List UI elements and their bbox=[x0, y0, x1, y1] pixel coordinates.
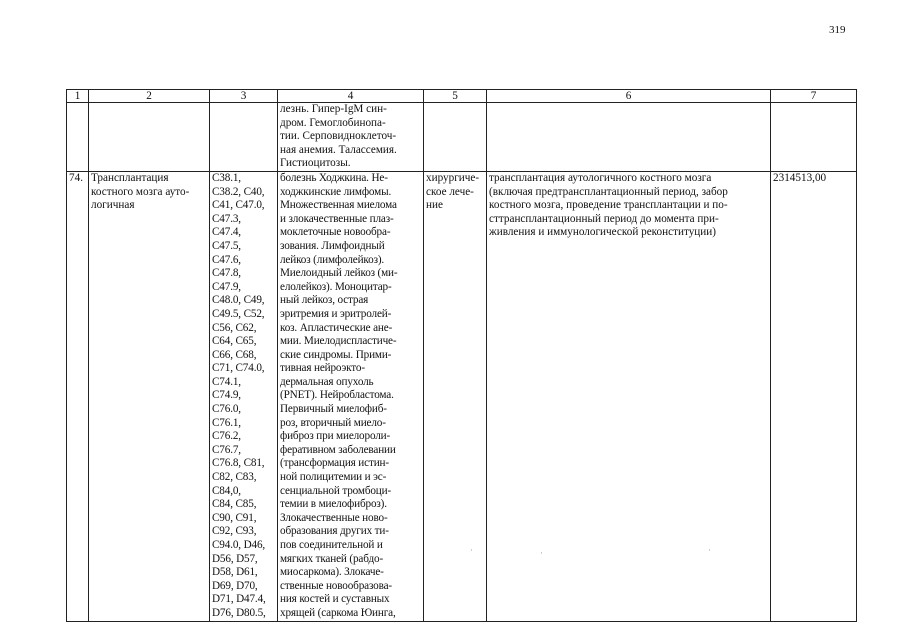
cont-cell-1 bbox=[67, 103, 89, 172]
diagnosis-line: Миелоидный лейкоз (ми- bbox=[280, 267, 398, 280]
diagnosis-line: сенциальной тромбоци- bbox=[280, 484, 392, 497]
cont-cell-7 bbox=[771, 103, 857, 172]
diagnosis-line: мягких тканей (рабдо- bbox=[280, 552, 384, 565]
cont-cell-5 bbox=[424, 103, 487, 172]
price-cell: 2314513,00 bbox=[771, 171, 857, 621]
scan-speck: · bbox=[540, 548, 543, 558]
icd-code-line: C47.6, bbox=[212, 253, 241, 266]
diagnosis-line: (PNET). Нейробластома. bbox=[280, 389, 394, 402]
diagnosis-line: миосаркома). Злокаче- bbox=[280, 566, 384, 579]
icd-code-line: D76, D80.5, bbox=[212, 606, 266, 619]
diagnosis-line: болезнь Ходжкина. Не- bbox=[280, 171, 388, 184]
treatment-method-line: сттрансплантационный период до момента при- bbox=[489, 212, 719, 225]
diagnosis-line: темии в миелофиброз). bbox=[280, 498, 387, 511]
diagnosis-line: ские синдромы. Прими- bbox=[280, 348, 392, 361]
column-number-row bbox=[67, 90, 857, 103]
table-row-74 bbox=[67, 171, 857, 621]
treatment-method-cell bbox=[487, 171, 771, 621]
diagnosis-line: и злокачественные плаз- bbox=[280, 212, 394, 225]
diagnosis-line: Злокачественные ново- bbox=[280, 511, 388, 524]
icd-code-line: C76.2, bbox=[212, 430, 241, 443]
icd-code-line: C64, C65, bbox=[212, 335, 257, 348]
diagnosis-line: тии. Серповидноклеточ- bbox=[280, 130, 397, 143]
icd-code-line: C38.2, C40, bbox=[212, 185, 265, 198]
icd-code-line: C74.1, bbox=[212, 375, 241, 388]
icd-code-line: C56, C62, bbox=[212, 321, 257, 334]
diagnosis-line: моклеточные новообра- bbox=[280, 226, 391, 239]
icd-code-line: C76.7, bbox=[212, 443, 241, 456]
treatment-method-line: (включая предтрансплантационный период, забор bbox=[489, 185, 728, 198]
icd-code-line: C47.5, bbox=[212, 239, 241, 252]
icd-code-line: D69, D70, bbox=[212, 579, 258, 592]
diagnosis-line: Множественная миелома bbox=[280, 199, 397, 212]
icd-code-line: C47.8, bbox=[212, 267, 241, 280]
diagnosis-line: дром. Гемоглобинопа- bbox=[280, 116, 386, 129]
icd-code-line: C94.0, D46, bbox=[212, 539, 266, 551]
service-name-cell bbox=[89, 171, 210, 621]
icd-code-line: C76.8, C81, bbox=[212, 457, 265, 470]
treatment-type-line: хирургиче- bbox=[426, 171, 480, 184]
diagnosis-line: хрящей (саркома Юинга, bbox=[280, 606, 396, 619]
icd-code-line: C66, C68, bbox=[212, 348, 257, 361]
diagnosis-line: зования. Лимфоидный bbox=[280, 239, 385, 252]
cont-cell-6 bbox=[487, 103, 771, 172]
icd-codes-cell bbox=[210, 171, 278, 621]
cont-cell-2 bbox=[89, 103, 210, 172]
icd-code-line: C92, C93, bbox=[212, 525, 257, 538]
diagnosis-line: мии. Миелодиспластиче- bbox=[280, 335, 397, 348]
icd-code-line: C82, C83, bbox=[212, 471, 257, 484]
diagnosis-line: ственные новообразова- bbox=[280, 579, 392, 592]
icd-code-line: D71, D47.4, bbox=[212, 593, 266, 606]
diagnosis-line: ния костей и суставных bbox=[280, 593, 390, 606]
column-header-5: 5 bbox=[424, 90, 487, 103]
diagnosis-line: образования других ти- bbox=[280, 525, 389, 538]
page-number: 319 bbox=[829, 24, 846, 36]
diagnosis-line: ходжкинские лимфомы. bbox=[280, 185, 392, 198]
icd-code-line: C48.0, C49, bbox=[212, 294, 265, 307]
diagnosis-line: елолейкоз). Моноцитар- bbox=[280, 280, 392, 293]
icd-code-line: C84, C85, bbox=[212, 498, 257, 511]
treatment-method-line: трансплантация аутологичного костного мозга bbox=[489, 171, 712, 184]
column-header-4: 4 bbox=[278, 90, 424, 103]
icd-code-line: C76.0, bbox=[212, 403, 241, 416]
treatment-method-line: живления и иммунологической реконституции) bbox=[489, 226, 716, 239]
diagnosis-line: ный лейкоз, острая bbox=[280, 294, 369, 307]
treatment-type-line: ское лече- bbox=[426, 185, 474, 198]
service-name-line: костного мозга ауто- bbox=[91, 185, 190, 198]
column-header-6: 6 bbox=[487, 90, 771, 103]
icd-code-line: C47.3, bbox=[212, 212, 241, 225]
scan-speck: · bbox=[470, 545, 473, 555]
diagnosis-cell bbox=[278, 171, 424, 621]
icd-code-line: C84,0, bbox=[212, 484, 241, 497]
icd-code-line: C41, C47.0, bbox=[212, 199, 265, 212]
column-header-7: 7 bbox=[771, 90, 857, 103]
icd-code-line: C38.1, bbox=[212, 171, 241, 184]
treatment-type-cell bbox=[424, 171, 487, 621]
treatment-method-line: костного мозга, проведение трансплантации и по- bbox=[489, 199, 728, 212]
diagnosis-line: коз. Апластические ане- bbox=[280, 321, 393, 334]
icd-code-line: C47.4, bbox=[212, 226, 241, 239]
diagnosis-line: эритремия и эритролей- bbox=[280, 307, 392, 320]
diagnosis-line: лейкоз (лимфолейкоз). bbox=[280, 253, 385, 266]
icd-code-line: C49.5, C52, bbox=[212, 307, 265, 320]
icd-code-line: D58, D61, bbox=[212, 566, 258, 579]
scan-speck: · bbox=[708, 545, 711, 555]
diagnosis-line: дермальная опухоль bbox=[280, 375, 374, 388]
diagnosis-line: ная анемия. Талассемия. bbox=[280, 143, 397, 156]
diagnosis-line: пов соединительной и bbox=[280, 539, 383, 551]
medical-services-table bbox=[66, 89, 857, 622]
column-header-1: 1 bbox=[67, 90, 89, 103]
icd-code-line: C76.1, bbox=[212, 416, 241, 429]
continuation-row bbox=[67, 103, 857, 172]
diagnosis-line: тивная нейроэкто- bbox=[280, 362, 365, 375]
diagnosis-line: феративном заболевании bbox=[280, 443, 396, 456]
icd-code-line: C47.9, bbox=[212, 280, 241, 293]
service-name-line: логичная bbox=[91, 199, 135, 212]
cont-cell-3 bbox=[210, 103, 278, 172]
row-number: 74. bbox=[67, 171, 89, 621]
diagnosis-line: (трансформация истин- bbox=[280, 457, 389, 470]
icd-code-line: C74.9, bbox=[212, 389, 241, 402]
icd-code-line: D56, D57, bbox=[212, 552, 258, 565]
service-name-line: Трансплантация bbox=[91, 171, 169, 184]
column-header-3: 3 bbox=[210, 90, 278, 103]
cont-diagnosis-cell bbox=[278, 103, 424, 172]
diagnosis-line: фиброз при миелороли- bbox=[280, 430, 391, 443]
icd-code-line: C71, C74.0, bbox=[212, 362, 265, 375]
column-header-2: 2 bbox=[89, 90, 210, 103]
diagnosis-line: Первичный миелофиб- bbox=[280, 403, 387, 416]
icd-code-line: C90, C91, bbox=[212, 511, 257, 524]
diagnosis-line: ной полицитемии и эс- bbox=[280, 471, 387, 484]
diagnosis-line: Гистиоцитозы. bbox=[280, 157, 351, 170]
diagnosis-line: роз, вторичный миело- bbox=[280, 416, 386, 429]
treatment-type-line: ние bbox=[426, 199, 443, 212]
diagnosis-line: лезнь. Гипер-IgM син- bbox=[280, 103, 387, 115]
